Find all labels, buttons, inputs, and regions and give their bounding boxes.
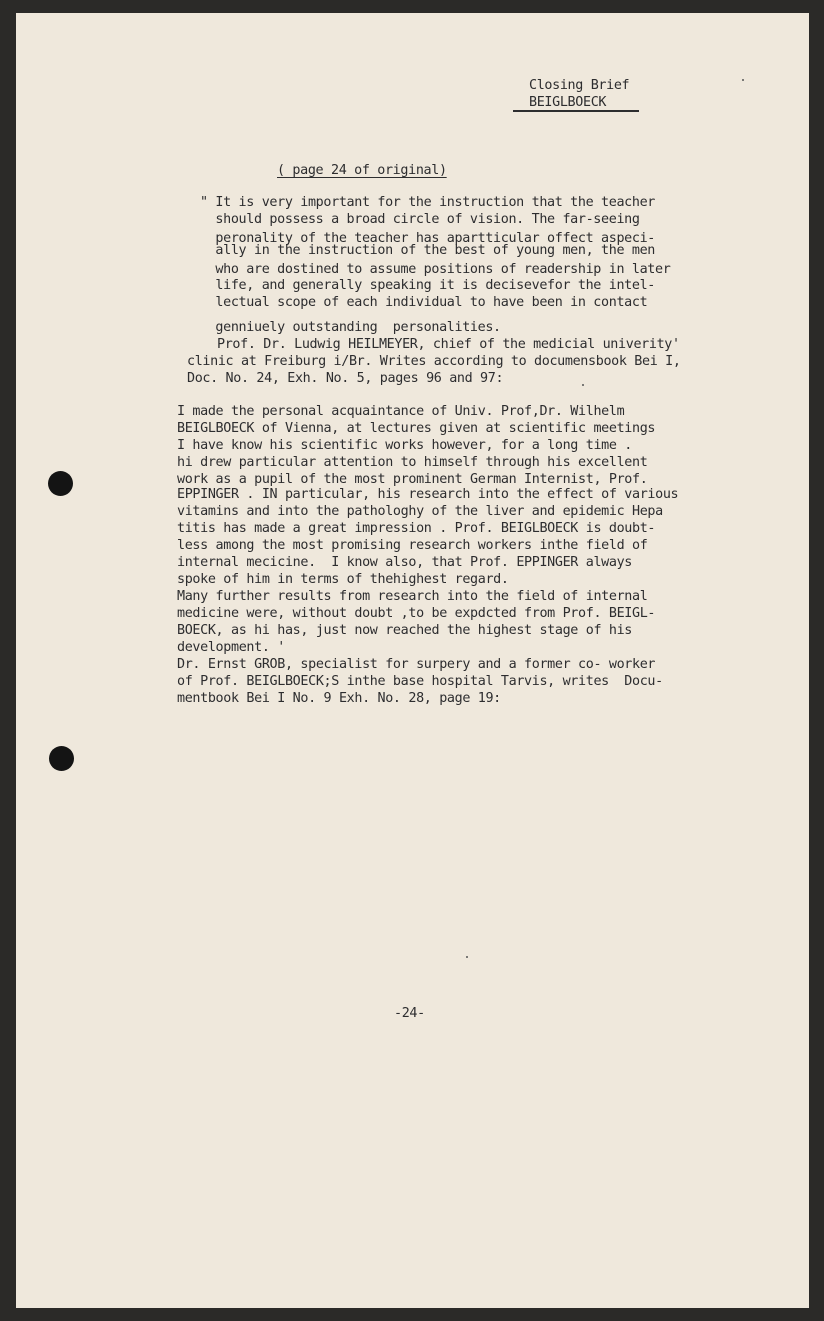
body-line: development. ' [177,640,285,655]
intro-line: clinic at Freiburg i/Br. Writes according to documensbook Bei I, [187,354,681,369]
quote-line: genniuely outstanding personalities. [200,320,501,335]
paper-speck [742,79,744,81]
quote-line: should possess a broad circle of vision. The far-seeing [200,212,640,227]
punch-hole-bottom [49,746,74,771]
intro-line: Prof. Dr. Ludwig HEILMEYER, chief of the medicial univerity' [217,337,680,352]
header-underline [513,110,639,112]
header-defendant-name: BEIGLBOECK [529,95,607,110]
quote-line: life, and generally speaking it is decisevefor the intel- [200,278,655,293]
quote-line: ally in the instruction of the best of young men, the men [200,243,655,258]
body-line: I have know his scientific works however, for a long time . [177,438,632,453]
punch-hole-top [48,471,73,496]
body-line: Dr. Ernst GROB, specialist for surpery and a former co- worker [177,657,656,672]
body-line: vitamins and into the pathologhy of the liver and epidemic Hepa [177,504,663,519]
paper-speck [466,956,468,958]
body-line: internal mecicine. I know also, that Prof. EPPINGER always [177,555,632,570]
body-line: work as a pupil of the most prominent German Internist, Prof. [177,472,648,487]
paper-speck [582,384,584,386]
body-line: spoke of him in terms of thehighest regard. [177,572,509,587]
body-line: of Prof. BEIGLBOECK;S inthe base hospital Tarvis, writes Docu- [177,674,663,689]
body-line: hi drew particular attention to himself through his excellent [177,455,648,470]
body-line: titis has made a great impression . Prof. BEIGLBOECK is doubt- [177,521,656,536]
quote-line: peronality of the teacher has apartticular offect aspeci- [200,231,655,246]
quote-line: lectual scope of each individual to have been in contact [200,295,648,310]
body-line: less among the most promising research workers inthe field of [177,538,648,553]
body-line: mentbook Bei I No. 9 Exh. No. 28, page 19: [177,691,501,706]
header-closing-brief: Closing Brief [529,78,630,93]
body-line: BEIGLBOECK of Vienna, at lectures given at scientific meetings [177,421,656,436]
original-page-reference: ( page 24 of original) [277,163,447,178]
body-line: BOECK, as hi has, just now reached the highest stage of his [177,623,632,638]
body-line: I made the personal acquaintance of Univ. Prof,Dr. Wilhelm [177,404,625,419]
body-line: Many further results from research into the field of internal [177,589,648,604]
page-number: -24- [394,1006,425,1021]
body-line: medicine were, without doubt ,to be expdcted from Prof. BEIGL- [177,606,656,621]
intro-line: Doc. No. 24, Exh. No. 5, pages 96 and 97: [187,371,504,386]
quote-line: who are dostined to assume positions of readership in later [200,262,671,277]
body-line: EPPINGER . IN particular, his research into the effect of various [177,487,679,502]
quote-line: " It is very important for the instruction that the teacher [200,195,655,210]
